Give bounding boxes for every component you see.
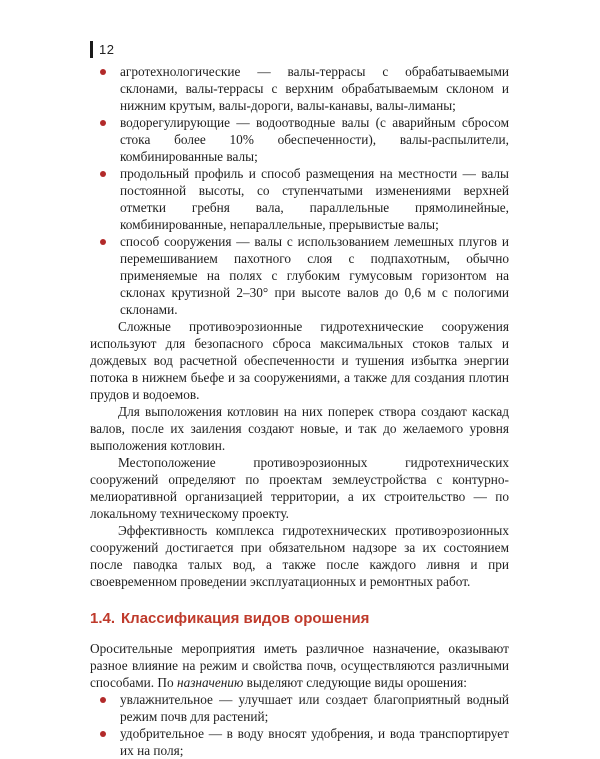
page-content (90, 63, 509, 759)
list-item: водорегулирующие — водоотводные валы (с аварийным сбросом стока более 10% обеспеченности), валы-распылители, комбинированные валы; (90, 114, 509, 165)
page-header (90, 40, 114, 58)
list-item: удобрительное — в воду вносят удобрения, и вода транспортирует их на поля; (90, 725, 509, 759)
paragraph: Для выположения котловин на них поперек створа создают каскад валов, после их заиления создают новые, и так до желаемого уровня выположения котловин. (90, 404, 509, 453)
intro-text-before: Оросительные мероприятия иметь различное назначение, оказывают разное влияние на режим и свойства почв, осуществляются различными способами. По (90, 641, 509, 690)
bullet-list-irrigation (90, 691, 509, 759)
intro-emphasis: назначению (176, 675, 244, 690)
page-number: 12 (99, 41, 115, 57)
header-bar (90, 41, 93, 58)
list-item: способ сооружения — валы с использованием лемешных плугов и перемешиванием пахотного слоя с подпахотным, обычно применяемые на полях с глубоким гумусовым горизонтом на склонах крутизной 2–30° при высоте валов до 0,6 м с пологими склонами. (90, 233, 509, 318)
list-item: агротехнологические — валы-террасы с обрабатываемыми склонами, валы-террасы с верхним обрабатываемым склоном и нижним крутым, валы-дороги, валы-канавы, валы-лиманы; (90, 63, 509, 114)
list-item: продольный профиль и способ размещения на местности — валы постоянной высоты, со ступенчатыми изменениями верхней отметки гребня вала, параллельные прямолинейные, комбинированные, непараллельные, прерывистые валы; (90, 165, 509, 233)
section-intro-paragraph (90, 640, 509, 691)
section-heading (90, 609, 509, 629)
paragraph: Сложные противоэрозионные гидротехнические сооружения используют для безопасного сброса максимальных стоков талых и дождевых вод расчетной обеспеченности и тушения избытка энергии потока в нижнем бьефе и за сооружениями, а также для создания плотин прудов и водоемов. (90, 319, 509, 402)
bullet-list-shafts (90, 63, 509, 318)
section-number: 1.4. (90, 610, 116, 627)
paragraph: Местоположение противоэрозионных гидротехнических сооружений определяют по проектам землеустройства с контурно-мелиоративной организацией территории, а их строительство — по локальному техническому проекту. (90, 455, 509, 521)
list-item: увлажнительное — улучшает или создает благоприятный водный режим почв для растений; (90, 691, 509, 725)
paragraph: Эффективность комплекса гидротехнических противоэрозионных сооружений достигается при обязательном надзоре за их состоянием после паводка талых вод, а также после каждого ливня и при своевременном проведении эксплуатационных и ремонтных работ. (90, 523, 509, 589)
intro-text-after: выделяют следующие виды орошения: (243, 675, 467, 690)
section-title: Классификация видов орошения (121, 610, 370, 627)
